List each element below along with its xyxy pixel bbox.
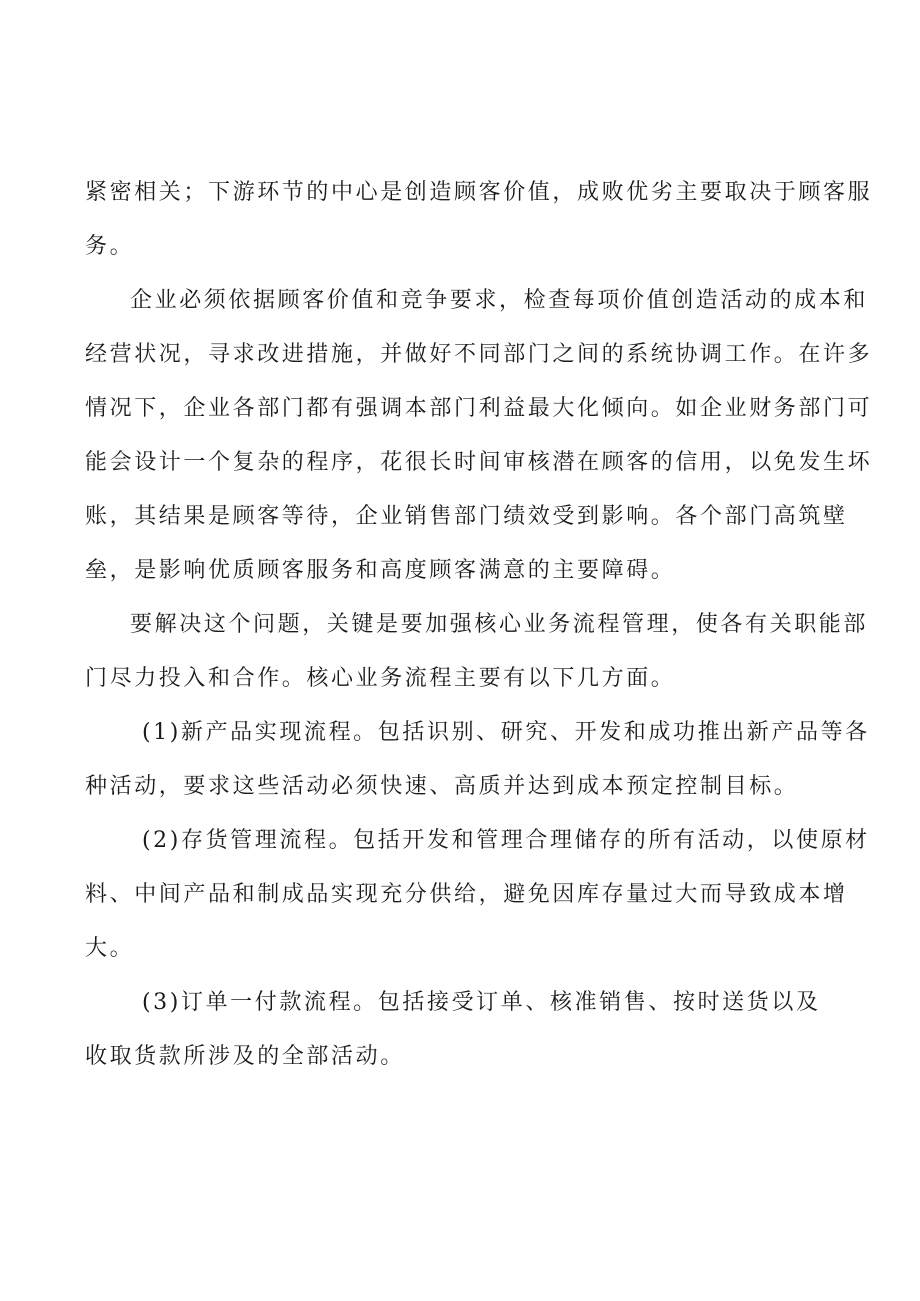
text-line: 要解决这个问题，关键是要加强核心业务流程管理，使各有关职能部 (130, 612, 869, 637)
text-line: 经营状况，寻求改进措施，并做好不同部门之间的系统协调工作。在许多 (85, 342, 873, 367)
text-line: 务。 (85, 234, 135, 259)
text-line: 账，其结果是顾客等待，企业销售部门绩效受到影响。各个部门高筑壁 (85, 504, 848, 529)
text-line: 能会设计一个复杂的程序，花很长时间审核潜在顾客的信用，以免发生坏 (85, 450, 873, 475)
text-line: 料、中间产品和制成品实现充分供给，避免因库存量过大而导致成本增 (85, 882, 848, 907)
text-line: 企业必须依据顾客价值和竞争要求，检查每项价值创造活动的成本和 (130, 288, 869, 313)
text-line: 大。 (85, 936, 135, 961)
text-line: 种活动，要求这些活动必须快速、高质并达到成本预定控制目标。 (85, 774, 799, 799)
text-line: 收取货款所涉及的全部活动。 (85, 1044, 405, 1069)
text-line: 门尽力投入和合作。核心业务流程主要有以下几方面。 (85, 666, 676, 691)
text-line: 垒，是影响优质顾客服务和高度顾客满意的主要障碍。 (85, 558, 676, 583)
text-line: (2)存货管理流程。包括开发和管理合理储存的所有活动，以使原材 (142, 828, 870, 853)
text-line: 紧密相关；下游环节的中心是创造顾客价值，成败优劣主要取决于顾客服 (85, 180, 873, 205)
text-line: (3)订单一付款流程。包括接受订单、核准销售、按时送货以及 (142, 990, 821, 1015)
text-line: (1)新产品实现流程。包括识别、研究、开发和成功推出新产品等各 (142, 720, 870, 745)
text-line: 情况下，企业各部门都有强调本部门利益最大化倾向。如企业财务部门可 (85, 396, 873, 421)
